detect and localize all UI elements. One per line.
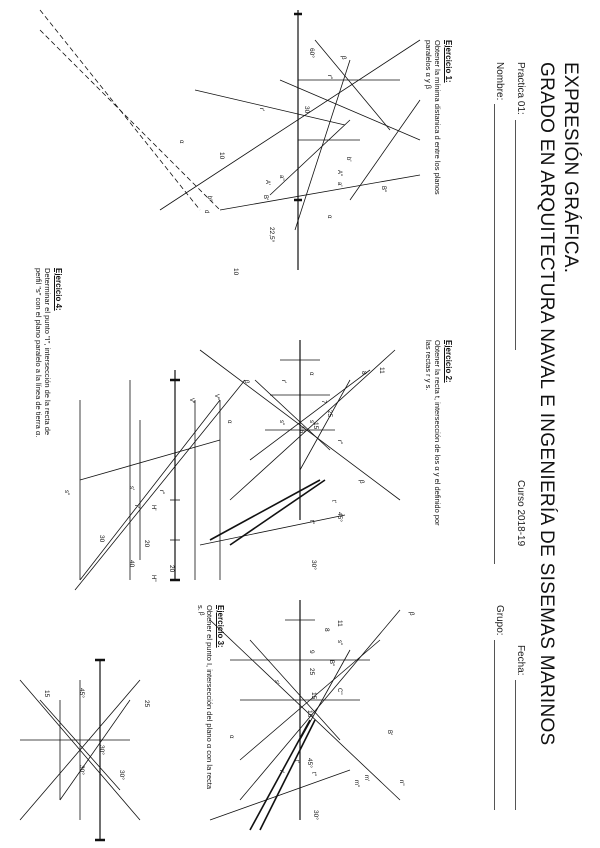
ex2-dim-5: 16 bbox=[298, 426, 305, 434]
exercise-4-text: Determinar el punto "I", intersección de la recta de perfil "s" con el plano paralelo a la línea de tierra α. bbox=[33, 268, 52, 438]
ex2-label-r-1: r' bbox=[280, 380, 286, 384]
ex4-dim-4: 15 bbox=[43, 690, 50, 698]
ex3-label-s-2: s'' bbox=[336, 640, 342, 646]
exercise-3-heading: Ejercicio 3: bbox=[216, 605, 225, 648]
group-label: Grupo: bbox=[494, 605, 505, 636]
ex3-label-n-2: n'' bbox=[398, 780, 404, 786]
ex3-dim-2: 9 bbox=[308, 650, 315, 654]
ex4-dim-2: 40 bbox=[128, 560, 135, 568]
ex4-dim-5: 45° bbox=[78, 688, 85, 698]
ex1-label-alpha-2: α bbox=[178, 140, 184, 144]
ex1-label-B-2: B'' bbox=[380, 186, 386, 193]
ex3-label-t-1: t' bbox=[293, 760, 299, 763]
ex1-label-r-1: r' bbox=[258, 108, 264, 112]
ex2-dim-1: 8 bbox=[360, 371, 367, 375]
ex4-dim-0: 30 bbox=[98, 535, 105, 543]
exercise-2-text: Obtener la recta t, intersección de los α y el definido por las rectas r y s. bbox=[423, 340, 442, 526]
ex1-label-r-2: r'' bbox=[326, 75, 332, 80]
ex2-label-s-2: s'' bbox=[278, 420, 284, 426]
ex2-dim-4: 15 bbox=[312, 422, 319, 430]
ex4-dim-3: 20 bbox=[168, 565, 175, 573]
ex1-dim-0: 60° bbox=[308, 48, 315, 58]
ex3-label-alpha: α bbox=[228, 735, 234, 739]
ex3-label-s-1: s' bbox=[273, 680, 279, 685]
ex4-dim-1: 20 bbox=[143, 540, 150, 548]
ex1-label-b-2: b'' bbox=[206, 196, 212, 202]
ex4-dim-8: 30° bbox=[78, 765, 85, 775]
ex2-dim-2: 7 bbox=[320, 400, 327, 404]
ex1-label-alpha-1: α bbox=[326, 215, 332, 219]
ex4-dim-7: 30° bbox=[98, 745, 105, 755]
exercise-3-text: Obtener el punto I, intersección del plano α con la recta s. bbox=[195, 605, 214, 790]
exercise-1-heading: Ejercicio 1: bbox=[444, 40, 453, 83]
ex3-dim-1: 8 bbox=[323, 628, 330, 632]
ex3-label-B-2: B'' bbox=[328, 660, 334, 667]
ex4-label-V-2: V'' bbox=[213, 394, 219, 401]
ex1-dim-1: 30 bbox=[303, 106, 310, 114]
sheet-subtitle: GRADO EN ARQUITECTURA NAVAL E INGENIERÍA DE SISEMAS MARINOS bbox=[536, 62, 557, 746]
ex3-dim-7: 30° bbox=[312, 810, 319, 820]
ex4-label-V-1: V' bbox=[188, 398, 194, 404]
ex2-label-t-1: t' bbox=[330, 500, 336, 503]
ex1-label-a-1: a' bbox=[336, 182, 342, 187]
ex1-label-B-1: B' bbox=[262, 195, 268, 201]
practice-label: Practica 01: bbox=[515, 62, 526, 115]
ex4-label-s-1: s' bbox=[128, 486, 134, 491]
ex1-dim-2: 10 bbox=[218, 152, 225, 160]
ex1-label-b-1: b' bbox=[345, 157, 351, 162]
exercise-1-text: Obtener la mínima distanica d entre los planos paralelos α y β bbox=[423, 40, 442, 195]
name-label: Nombre: bbox=[494, 62, 505, 101]
exercise-4-heading: Ejercicio 4: bbox=[54, 268, 63, 311]
ex3-label-C-2: C'' bbox=[336, 688, 342, 695]
ex4-label-H-2: H'' bbox=[150, 575, 156, 582]
ex1-dim-4: 10 bbox=[232, 268, 239, 276]
ex3-label-m-2: m'' bbox=[353, 780, 359, 788]
ex4-dim-6: 25 bbox=[143, 700, 150, 708]
ex3-dim-3: 25 bbox=[308, 668, 315, 676]
ex1-label-A-1: A' bbox=[264, 180, 270, 186]
ex2-dim-0: 11 bbox=[378, 367, 385, 374]
ex3-label-r-1: r' bbox=[278, 770, 284, 774]
ex4-label-s-2: s'' bbox=[63, 490, 69, 496]
ex3-label-beta-1: β bbox=[408, 612, 414, 616]
ex3-dim-0: 11 bbox=[336, 620, 343, 627]
ex2-label-beta: β bbox=[358, 480, 364, 484]
ex4-label-beta: β bbox=[243, 380, 249, 384]
ex2-label-t-2: t'' bbox=[308, 520, 314, 524]
ex3-dim-5: 16 bbox=[306, 710, 313, 718]
date-label: Fecha: bbox=[515, 645, 526, 676]
exercise-2-heading: Ejercicio 2: bbox=[444, 340, 453, 383]
ex3-label-beta-2: β bbox=[198, 612, 204, 616]
ex1-dim-3: 22,5° bbox=[268, 227, 275, 243]
ex1-label-d: d bbox=[203, 210, 209, 214]
ex4-label-alpha-1: α bbox=[226, 420, 232, 424]
course-label: Curso 2018-19 bbox=[515, 480, 526, 547]
ex4-label-H-1: H' bbox=[150, 505, 156, 511]
ex2-dim-6: 45° bbox=[336, 512, 343, 522]
ex2-dim-3: 25 bbox=[326, 410, 333, 418]
ex2-label-s-1: s' bbox=[308, 420, 314, 425]
ex3-label-b-2: B' bbox=[386, 730, 392, 736]
ex3-dim-6: 45° bbox=[306, 758, 313, 768]
ex4-dim-9: 30° bbox=[118, 770, 125, 780]
ex2-dim-7: 30° bbox=[310, 560, 317, 570]
ex4-label-r-1: r' bbox=[133, 505, 139, 509]
ex1-label-A-2: A'' bbox=[336, 170, 342, 177]
ex3-label-m-1: m' bbox=[363, 775, 369, 782]
ex3-label-t-2: t'' bbox=[310, 772, 316, 776]
ex2-label-alpha: α bbox=[308, 372, 314, 376]
ex3-dim-4: 15 bbox=[310, 692, 317, 700]
ex1-label-beta-2: β bbox=[340, 56, 346, 60]
ex1-label-a-2: a'' bbox=[278, 175, 284, 181]
ex2-label-r-2: r'' bbox=[336, 440, 342, 445]
ex4-label-r-2: r'' bbox=[158, 490, 164, 495]
sheet-title: EXPRESIÓN GRÁFICA. bbox=[560, 62, 581, 274]
